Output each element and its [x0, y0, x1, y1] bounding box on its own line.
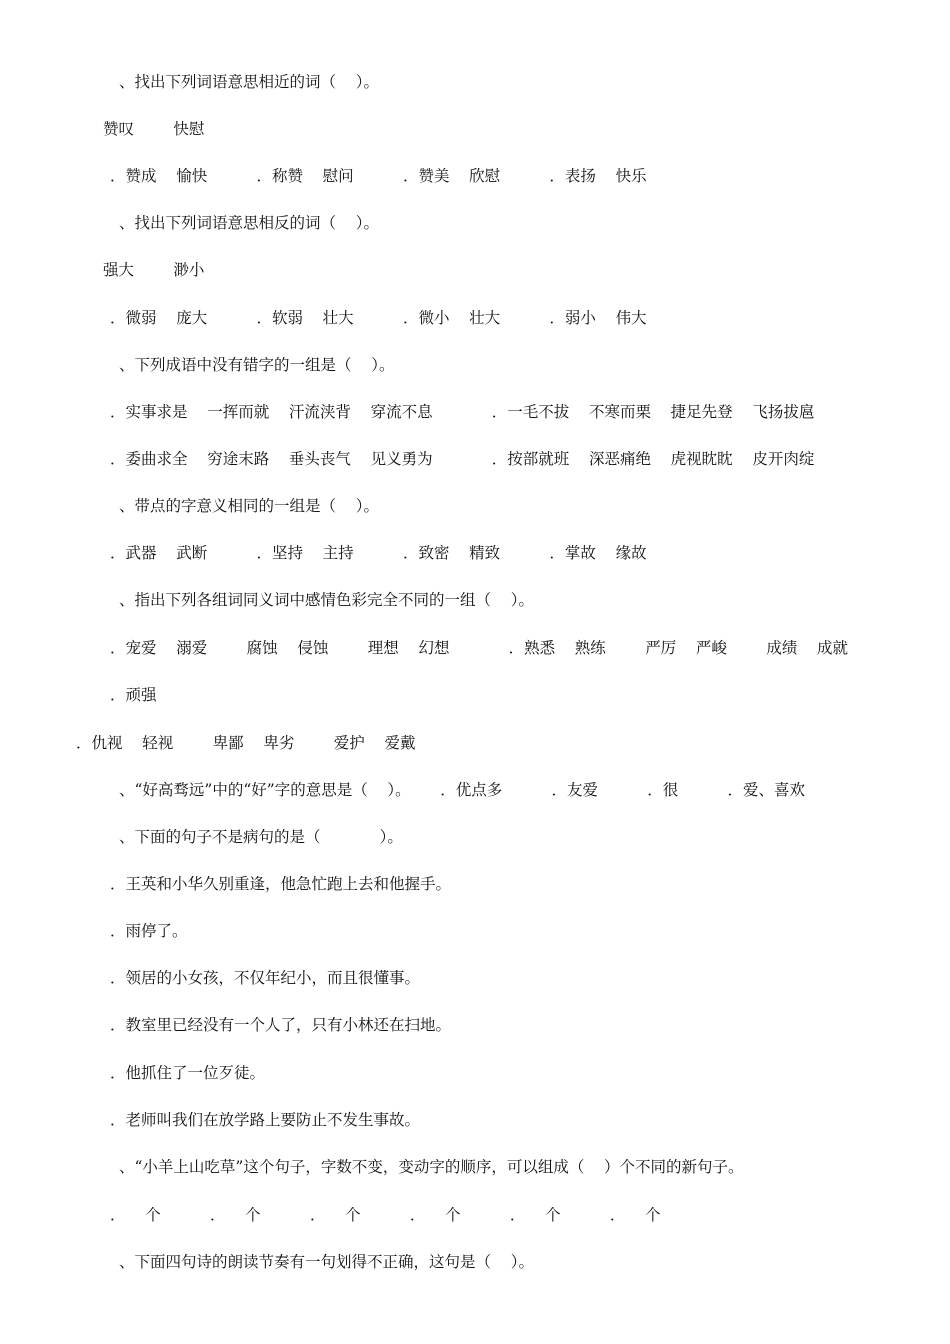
text-line: ．雨停了。: [110, 922, 188, 940]
text-line: 、找出下列词语意思相近的词（ ）。: [119, 73, 379, 91]
text-line: 、带点的字意义相同的一组是（ ）。: [119, 497, 379, 515]
text-line: ．微弱 庞大 ．软弱 壮大 ．微小 壮大 ．弱小 伟大: [110, 309, 647, 327]
text-line: 、下列成语中没有错字的一组是（ ）。: [119, 356, 395, 374]
text-line: ．老师叫我们在放学路上要防止不发生事故。: [110, 1111, 421, 1129]
text-line: ．武器 武断 ．坚持 主持 ．致密 精致 ．掌故 缘故: [110, 544, 647, 562]
text-line: ．仇视 轻视 卑鄙 卑劣 爱护 爱戴: [76, 734, 416, 752]
text-line: 、下面四句诗的朗读节奏有一句划得不正确，这句是（ ）。: [119, 1253, 534, 1271]
text-line: ．他抓住了一位歹徒。: [110, 1064, 266, 1082]
text-line: ．教室里已经没有一个人了，只有小林还在扫地。: [110, 1016, 452, 1034]
text-line: 、指出下列各组词同义词中感情色彩完全不同的一组（ ）。: [119, 591, 534, 609]
text-line: ．王英和小华久别重逢，他急忙跑上去和他握手。: [110, 875, 452, 893]
text-line: 、“好高骛远”中的“好”字的意思是（ ）。 ．优点多 ．友爱 ．很 ．爱、喜欢: [119, 781, 806, 799]
text-line: 赞叹 快慰: [103, 120, 205, 138]
text-line: ．委曲求全 穷途末路 垂头丧气 见义勇为 ．按部就班 深恶痛绝 虎视眈眈 皮开肉绽: [110, 450, 815, 468]
text-line: 强大 渺小: [103, 261, 205, 279]
text-line: ．顽强: [110, 686, 157, 704]
text-line: 、下面的句子不是病句的是（ ）。: [119, 828, 403, 846]
text-line: ．赞成 愉快 ．称赞 慰问 ．赞美 欣慰 ．表扬 快乐: [110, 167, 647, 185]
text-line: 、找出下列词语意思相反的词（ ）。: [119, 214, 379, 232]
text-line: ． 个 ． 个 ． 个 ． 个 ． 个 ． 个: [110, 1206, 661, 1224]
text-line: ．领居的小女孩，不仅年纪小，而且很懂事。: [110, 969, 421, 987]
text-line: ．宠爱 溺爱 腐蚀 侵蚀 理想 幻想 ．熟悉 熟练 严厉 严峻 成绩 成就: [110, 639, 849, 657]
text-line: ．实事求是 一挥而就 汗流浃背 穿流不息 ．一毛不拔 不寒而栗 捷足先登 飞扬拔扈: [110, 403, 815, 421]
text-line: 、“小羊上山吃草”这个句子，字数不变，变动字的顺序，可以组成（ ）个不同的新句子。: [119, 1158, 744, 1176]
